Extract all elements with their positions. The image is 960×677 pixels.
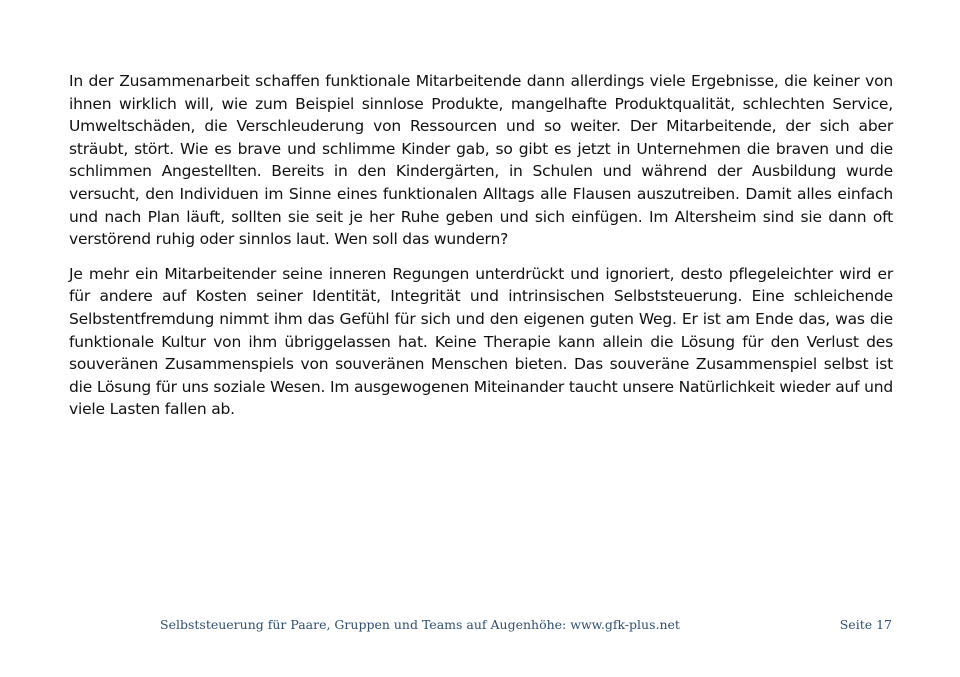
- footer-title: Selbststeuerung für Paare, Gruppen und Teams auf Augenhöhe: www.gfk-plus.net: [160, 617, 680, 632]
- page-number: Seite 17: [839, 617, 892, 632]
- paragraph-2: Je mehr ein Mitarbeitender seine inneren Regungen unterdrückt und ignoriert, desto pflegeleichter wird er für andere auf Kosten seiner Identität, Integrität und intrinsischen Selbststeuerung. Eine schleichende Selbstentfremdung nimmt ihm das Gefühl für sich und den eigenen guten Weg. Er ist am Ende das, was die funktionale Kultur von ihm übriggelassen hat. Keine Therapie kann allein die Lösung für den Verlust des souveränen Zusammenspiels von souveränen Menschen bieten. Das souveräne Zusammenspiel selbst ist die Lösung für uns soziale Wesen. Im ausgewogenen Miteinander taucht unsere Natürlichkeit wieder auf und viele Lasten fallen ab.: [69, 264, 893, 419]
- paragraph-1: In der Zusammenarbeit schaffen funktionale Mitarbeitende dann allerdings viele Ergebnisse, die keiner von ihnen wirklich will, wie zum Beispiel sinnlose Produkte, mangelhafte Produktqualität, schlechten Service, Umweltschäden, die Verschleuderung von Ressourcen und so weiter. Der Mitarbeitende, der sich aber sträubt, stört. Wie es brave und schlimme Kinder gab, so gibt es jetzt in Unternehmen die braven und die schlimmen Angestellten. Bereits in den Kindergärten, in Schulen und während der Ausbildung wurde versucht, den Individuen im Sinne eines funktionalen Alltags alle Flausen auszutreiben. Damit alles einfach und nach Plan läuft, sollten sie seit je her Ruhe geben und sich einfügen. Im Altersheim sind sie dann oft verstörend ruhig oder sinnlos laut. Wen soll das wundern?: [69, 72, 893, 249]
- body-text: [69, 70, 893, 433]
